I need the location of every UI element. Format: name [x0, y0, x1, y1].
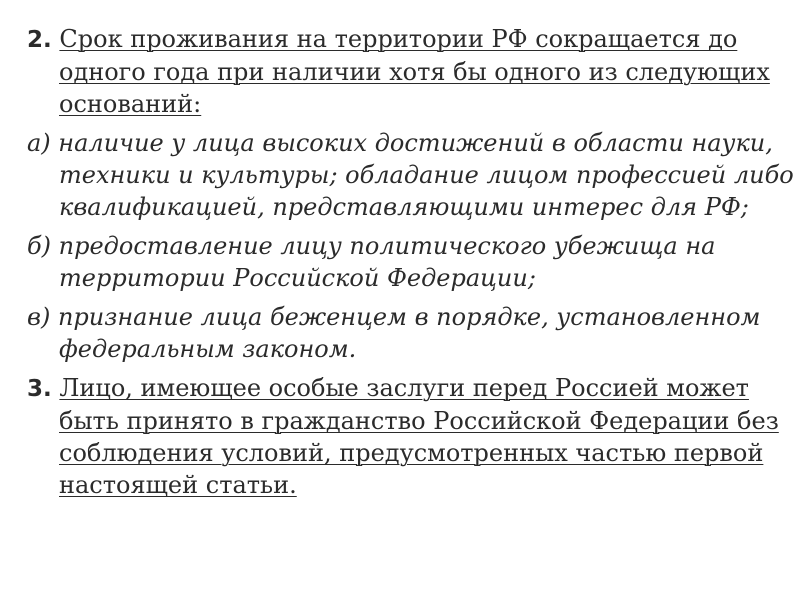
clause-3-number: 3. — [27, 376, 52, 402]
clause-3-text: Лицо, имеющее особые заслуги перед Россией может быть принято в гражданство Российской Федерации без соблюдения условий, предусмотренных частью первой настоящей статьи. — [59, 374, 779, 499]
clause-2-item-b: б) предоставление лицу политического убежища на территории Российской Федерации; — [27, 232, 716, 292]
clause-2-text: Срок проживания на территории РФ сокращается до одного года при наличии хотя бы одного из следующих оснований: — [59, 25, 770, 118]
clause-3 — [27, 372, 800, 501]
clause-2-item-a: а) наличие у лица высоких достижений в области науки, техники и культуры; обладание лицом профессией либо квалификацией, представляющими интерес для РФ; — [27, 129, 794, 221]
clause-2 — [27, 23, 800, 120]
clause-2-number: 2. — [27, 27, 52, 53]
clause-2-item-c: в) признание лица беженцем в порядке, установленном федеральным законом. — [27, 303, 761, 363]
